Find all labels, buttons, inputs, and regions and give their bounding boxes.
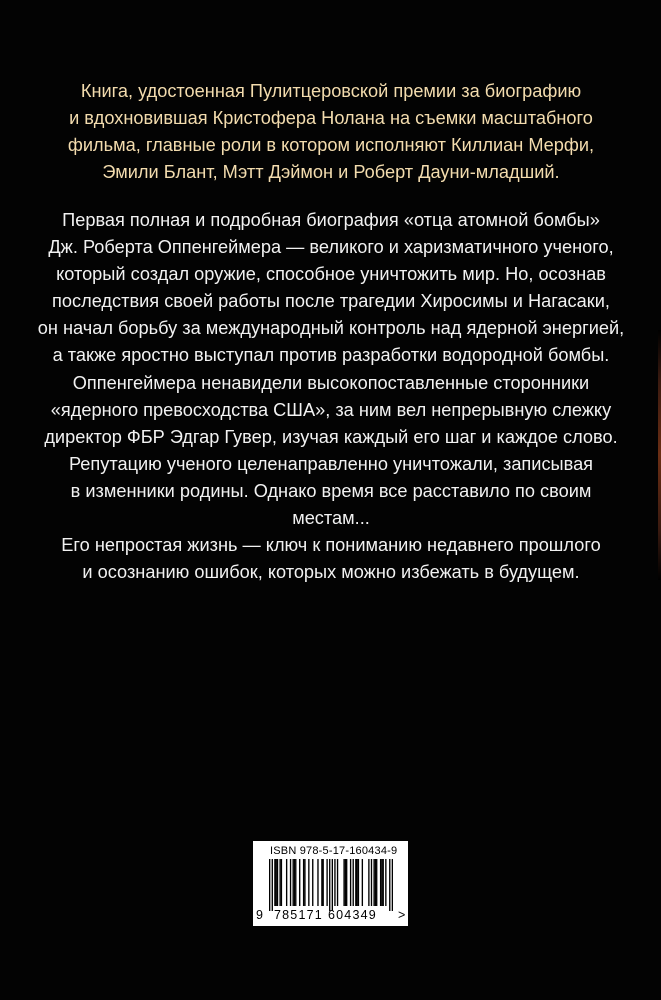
- barcode-bar: [269, 859, 270, 911]
- barcode-bars: [269, 859, 393, 911]
- barcode-digit-group-left: 785171: [274, 908, 323, 922]
- barcode-bar: [321, 859, 322, 906]
- barcode-bar: [346, 859, 347, 906]
- barcode-bar: [290, 859, 291, 906]
- barcode-bar: [332, 859, 333, 911]
- barcode-bar: [376, 859, 377, 906]
- award-blurb: Книга, удостоенная Пулитцеровской премии за биографию и вдохновившая Кристофера Нолана на съемки масштабного фильма, главные роли в котором исполняют Киллиан Мерфи, Эмили Блант, Мэтт Дэймон и Роберт Дауни-младший.: [67, 81, 595, 182]
- barcode-bar: [368, 859, 369, 906]
- isbn-barcode: [253, 841, 408, 926]
- barcode-bar: [281, 859, 282, 906]
- barcode-bar: [277, 859, 278, 906]
- barcode-bar: [371, 859, 372, 906]
- isbn-label: ISBN 978-5-17-160434-9: [270, 845, 398, 857]
- barcode-bar: [295, 859, 296, 906]
- barcode-bar: [312, 859, 313, 906]
- barcode-bar: [329, 859, 330, 911]
- barcode-bar: [362, 859, 363, 906]
- barcode-bar: [299, 859, 300, 906]
- barcode-bar: [317, 859, 318, 906]
- barcode-bar: [358, 859, 359, 906]
- barcode-digits: [256, 908, 408, 922]
- barcode-digit-group-right: 604349: [328, 908, 377, 922]
- barcode-bar: [383, 859, 384, 906]
- barcode-bar: [334, 859, 335, 906]
- barcode-bar: [375, 859, 376, 906]
- barcode-bar: [308, 859, 309, 906]
- barcode-lead-digit: 9: [256, 908, 263, 922]
- barcode-bar: [345, 859, 346, 906]
- barcode-bar: [343, 859, 344, 906]
- barcode-bar: [286, 859, 287, 906]
- barcode-bar: [292, 859, 293, 906]
- barcode-bar: [304, 859, 305, 906]
- barcode-bar: [356, 859, 357, 906]
- barcode-bar: [385, 859, 386, 906]
- barcode-bar: [323, 859, 324, 906]
- barcode-bar: [276, 859, 277, 906]
- barcode-bar: [303, 859, 304, 906]
- barcode-bar: [389, 859, 390, 911]
- barcode-bar: [355, 859, 356, 906]
- barcode-bar: [381, 859, 382, 906]
- barcode-bar: [337, 859, 338, 906]
- barcode-bar: [392, 859, 393, 911]
- barcode-bar: [274, 859, 275, 906]
- barcode-bar: [279, 859, 280, 906]
- book-description: Первая полная и подробная биография «отца атомной бомбы» Дж. Роберта Оппенгеймера — великого и харизматичного ученого, который создал оружие, способное уничтожить мир. Но, осознав последствия своей работы после трагедии Хиросимы и Нагасаки, он начал борьбу за международный контроль над ядерной энергией, а также яростно выступал против разработки водородной бомбы. Оппенгеймера ненавидели высокопоставленные сторонники «ядерного превосходства США», за ним вел непрерывную слежку директор ФБР Эдгар Гувер, изучая каждый его шаг и каждое слово. Репутацию ученого целенаправленно уничтожали, записывая в изменники родины. Однако время все расставило по своим местам... Его непростая жизнь — ключ к пониманию недавнего прошлого и осознанию ошибок, которых можно избежать в будущем.: [37, 210, 625, 583]
- barcode-bar: [350, 859, 351, 906]
- barcode-bar: [326, 859, 327, 906]
- barcode-bar: [272, 859, 273, 911]
- barcode-quiet-zone-mark: >: [398, 908, 406, 922]
- barcode-bar: [380, 859, 381, 906]
- barcode-bar: [294, 859, 295, 906]
- barcode-bar: [373, 859, 374, 906]
- barcode-bar: [353, 859, 354, 906]
